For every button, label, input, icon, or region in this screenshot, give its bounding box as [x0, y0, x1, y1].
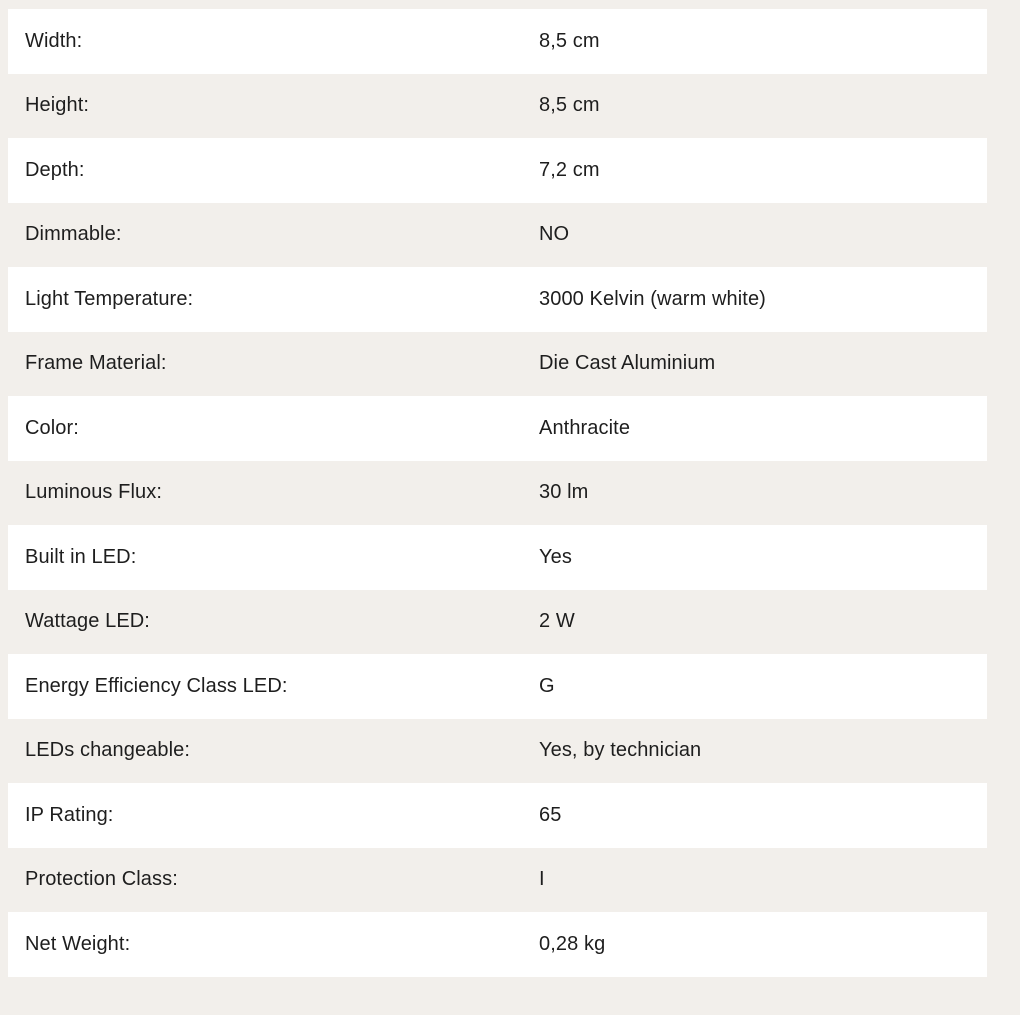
- spec-row-depth: [8, 138, 987, 203]
- spec-label: LEDs changeable:: [25, 739, 191, 762]
- spec-value: Die Cast Aluminium: [539, 352, 716, 375]
- spec-value: Yes, by technician: [539, 739, 702, 762]
- spec-value: 8,5 cm: [539, 29, 600, 52]
- spec-label: Dimmable:: [25, 223, 122, 246]
- spec-row-protection-class: [8, 848, 987, 913]
- spec-value: G: [539, 674, 555, 697]
- spec-row-leds-changeable: [8, 719, 987, 784]
- spec-label: Protection Class:: [25, 868, 178, 891]
- spec-label: Width:: [25, 29, 83, 52]
- spec-table: [8, 9, 987, 977]
- spec-label: Luminous Flux:: [25, 481, 163, 504]
- spec-label: Height:: [25, 94, 90, 117]
- spec-row-width: [8, 9, 987, 74]
- spec-label: Depth:: [25, 158, 85, 181]
- spec-value: 7,2 cm: [539, 158, 600, 181]
- spec-label: Energy Efficiency Class LED:: [25, 674, 288, 697]
- spec-value: Yes: [539, 545, 572, 568]
- spec-row-dimmable: [8, 203, 987, 268]
- spec-label: Built in LED:: [25, 545, 137, 568]
- spec-row-built-in-led: [8, 525, 987, 590]
- spec-value: 2 W: [539, 610, 575, 633]
- spec-row-energy-efficiency-class: [8, 654, 987, 719]
- spec-label: Frame Material:: [25, 352, 167, 375]
- spec-value: NO: [539, 223, 570, 246]
- spec-label: Wattage LED:: [25, 610, 150, 633]
- spec-value: 8,5 cm: [539, 94, 600, 117]
- spec-value: Anthracite: [539, 416, 631, 439]
- spec-row-light-temperature: [8, 267, 987, 332]
- spec-value: 0,28 kg: [539, 932, 606, 955]
- spec-value: 30 lm: [539, 481, 589, 504]
- spec-label: Color:: [25, 416, 79, 439]
- spec-row-net-weight: [8, 912, 987, 977]
- spec-value: 65: [539, 803, 562, 826]
- spec-row-frame-material: [8, 332, 987, 397]
- spec-label: IP Rating:: [25, 803, 114, 826]
- spec-row-color: [8, 396, 987, 461]
- spec-value: 3000 Kelvin (warm white): [539, 287, 766, 310]
- spec-label: Light Temperature:: [25, 287, 194, 310]
- spec-row-wattage-led: [8, 590, 987, 655]
- spec-label: Net Weight:: [25, 932, 131, 955]
- spec-row-ip-rating: [8, 783, 987, 848]
- spec-row-luminous-flux: [8, 461, 987, 526]
- spec-row-height: [8, 74, 987, 139]
- spec-value: I: [539, 868, 545, 891]
